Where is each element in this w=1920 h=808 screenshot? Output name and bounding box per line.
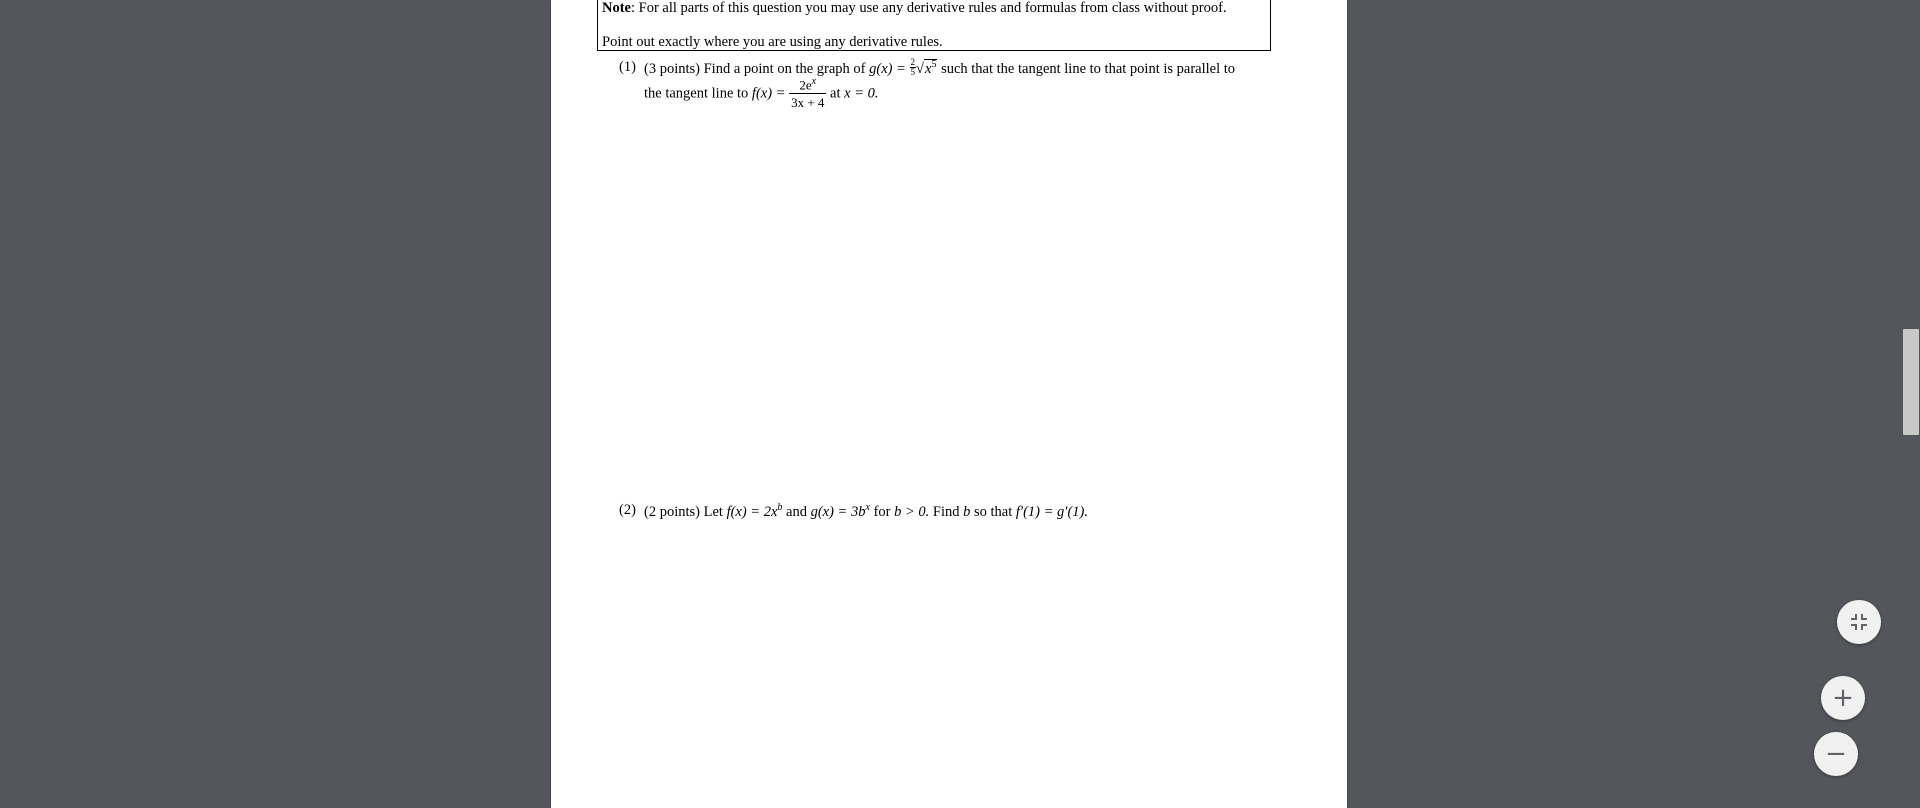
plus-icon: + <box>1832 683 1854 713</box>
note-line-1 <box>602 0 1227 17</box>
q1-f-den: 3x + 4 <box>791 95 825 111</box>
q2-number: (2) <box>619 502 636 518</box>
q2-line <box>644 502 1088 521</box>
minus-icon: − <box>1825 739 1847 769</box>
q1-g-def: g(x) = <box>869 60 906 77</box>
q1-sqrt-exp: 5 <box>931 59 937 70</box>
q2-b-cond: b > 0. <box>894 503 930 520</box>
q2-text-a: (2 points) Let <box>644 503 723 520</box>
note-box <box>597 0 1271 51</box>
q2-f-def: f(x) = 2x <box>726 503 778 520</box>
q2-and: and <box>786 503 807 520</box>
q1-points: (3 points) Find a point on the graph of <box>644 60 866 77</box>
q1-coef-num: 2 <box>910 57 916 67</box>
q1-coef-fraction <box>910 58 917 77</box>
zoom-in-button[interactable] <box>1821 676 1865 720</box>
q1-number: (1) <box>619 59 636 75</box>
fit-to-page-icon <box>1850 613 1868 631</box>
q1-line2-start: the tangent line to <box>644 85 749 102</box>
sqrt-icon: √ <box>916 60 924 77</box>
q2-g-exp: x <box>865 502 870 513</box>
q1-sqrt-var: x <box>925 60 932 77</box>
q1-f-num-base: 2e <box>799 77 812 93</box>
vertical-scrollbar[interactable] <box>1900 0 1920 808</box>
fit-to-page-button[interactable] <box>1837 600 1881 644</box>
q2-b-var: b <box>963 503 971 520</box>
pdf-page <box>551 0 1347 808</box>
q2-g-def: g(x) = 3b <box>810 503 866 520</box>
q2-cond: for <box>873 503 891 520</box>
q2-so-that: so that <box>974 503 1013 520</box>
q1-f-fraction <box>789 77 826 109</box>
q2-find: Find <box>932 503 960 520</box>
q1-at: at <box>830 85 841 102</box>
q1-f-def: f(x) = <box>751 85 786 102</box>
q1-line-1 <box>644 59 1235 79</box>
q2-f-exp: b <box>777 502 783 513</box>
q2-eq: f′(1) = g′(1). <box>1015 503 1088 520</box>
zoom-out-button[interactable] <box>1814 732 1858 776</box>
scrollbar-thumb[interactable] <box>1903 329 1919 435</box>
q1-at-x: x = 0. <box>844 85 879 102</box>
q1-after-g: such that the tangent line to that point is parallel to <box>937 60 1236 77</box>
q1-f-num-exp: x <box>811 76 817 87</box>
q1-sqrt <box>924 59 937 76</box>
note-text: : For all parts of this question you may use any derivative rules and formulas from class without proof. <box>631 0 1227 16</box>
note-line-2: Point out exactly where you are using any derivative rules. <box>602 34 943 50</box>
q1-f-num <box>789 77 826 94</box>
note-label: Note <box>602 0 631 16</box>
q1-line-2 <box>644 78 879 110</box>
q1-coef-den: 5 <box>910 67 916 77</box>
